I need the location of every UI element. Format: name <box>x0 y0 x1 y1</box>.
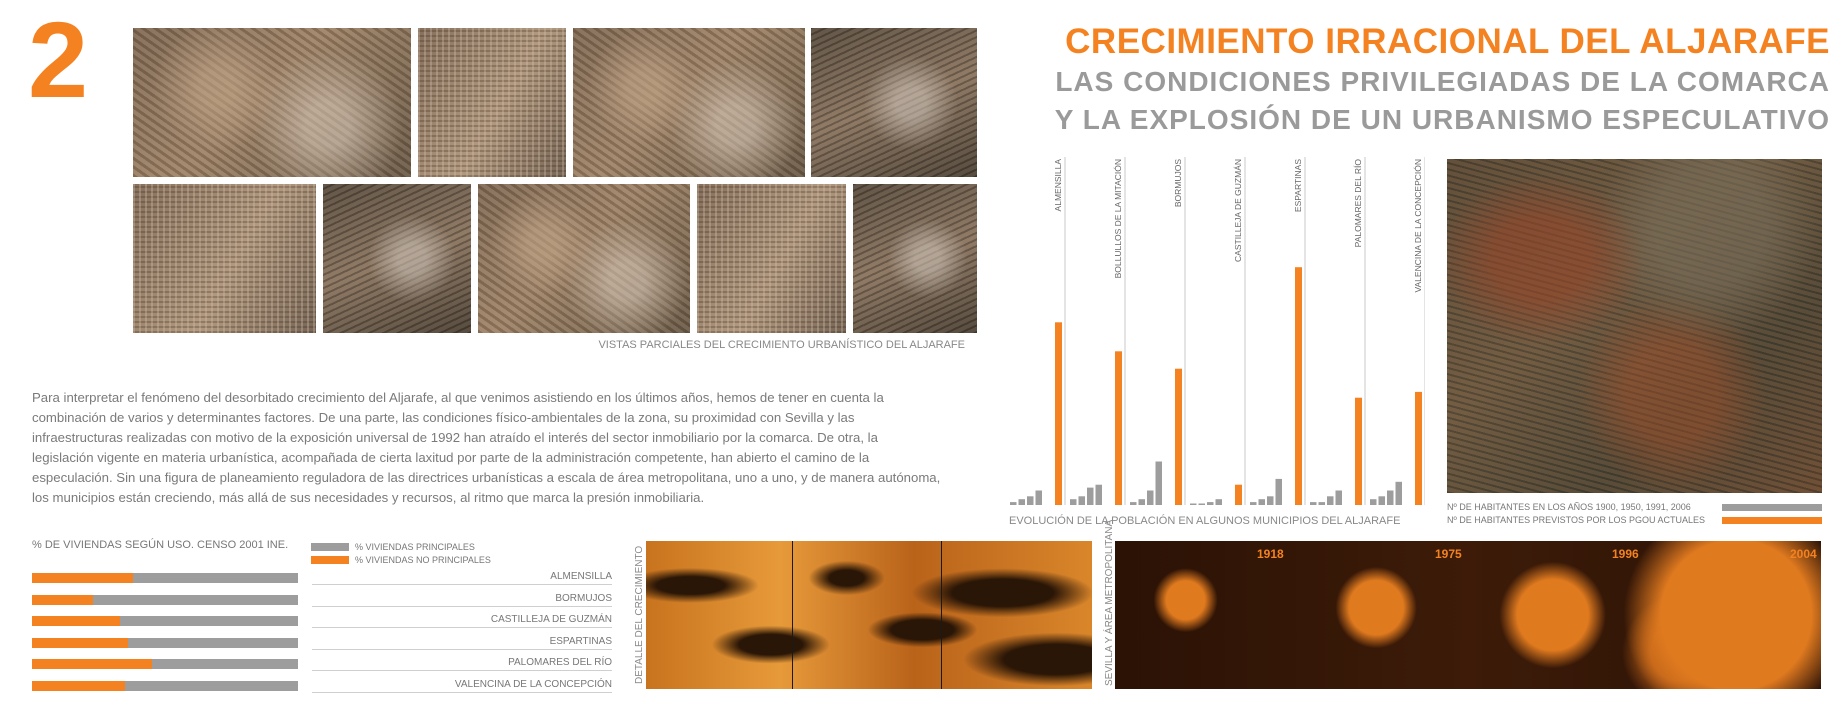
census-bar-no-principal <box>32 681 125 691</box>
bar-historic <box>1396 482 1403 505</box>
bar-forecast <box>1235 485 1242 505</box>
bar-historic <box>1199 504 1206 506</box>
aerial-photo <box>133 28 411 177</box>
bar-historic <box>1387 491 1394 506</box>
bar-historic <box>1070 499 1077 505</box>
map-divider <box>941 541 942 689</box>
aerial-photo <box>133 184 316 333</box>
bar-forecast <box>1355 398 1362 505</box>
map-divider <box>792 541 793 689</box>
legend-label-no-principal: % VIVIENDAS NO PRINCIPALES <box>355 555 491 565</box>
bar-historic <box>1379 496 1386 505</box>
census-municipality-label: ESPARTINAS <box>312 636 612 650</box>
bar-historic <box>1250 502 1257 505</box>
photos-caption: VISTAS PARCIALES DEL CRECIMIENTO URBANÍSTICO DEL ALJARAFE <box>598 339 965 351</box>
bar-historic <box>1310 502 1317 505</box>
census-title: % DE VIVIENDAS SEGÚN USO. CENSO 2001 INE. <box>32 539 289 551</box>
year-label: 1996 <box>1612 547 1639 561</box>
page-subtitle-line1: LAS CONDICIONES PRIVILEGIADAS DE LA COMARCA <box>1055 66 1830 97</box>
growth-detail-map <box>646 541 1092 689</box>
bar-historic <box>1207 502 1214 505</box>
bar-historic <box>1130 502 1137 505</box>
aerial-photo <box>853 184 977 333</box>
aerial-photo <box>573 28 805 177</box>
census-bar-no-principal <box>32 638 128 648</box>
year-label: 1918 <box>1257 547 1284 561</box>
bar-historic <box>1370 499 1377 505</box>
bar-historic <box>1079 496 1086 505</box>
census-municipality-label: BORMUJOS <box>312 593 612 607</box>
bar-forecast <box>1175 369 1182 505</box>
panel-number: 2 <box>28 0 89 120</box>
legend-swatch-no-principal <box>311 556 349 564</box>
bar-historic <box>1019 499 1026 505</box>
bar-historic <box>1036 491 1043 506</box>
municipality-label: VALENCINA DE LA CONCEPCIÓN <box>1413 159 1423 293</box>
bar-historic <box>1216 499 1223 505</box>
metro-growth-map <box>1115 541 1821 689</box>
bar-historic <box>1276 479 1283 505</box>
census-municipality-label: VALENCINA DE LA CONCEPCIÓN <box>312 679 612 693</box>
detail-label: DETALLE DEL CRECIMIENTO <box>634 545 645 684</box>
chart-legend-swatch-historic <box>1722 504 1822 511</box>
census-municipality-label: CASTILLEJA DE GUZMÁN <box>312 614 612 628</box>
bar-historic <box>1336 491 1343 506</box>
census-bar <box>32 595 298 605</box>
census-bar <box>32 573 298 583</box>
population-chart <box>1005 155 1425 510</box>
page-subtitle-line2: Y LA EXPLOSIÓN DE UN URBANISMO ESPECULATIVO <box>1054 104 1830 135</box>
census-bar-no-principal <box>32 616 120 626</box>
chart-caption: EVOLUCIÓN DE LA POBLACIÓN EN ALGUNOS MUNICIPIOS DEL ALJARAFE <box>1009 515 1401 527</box>
page-title: CRECIMIENTO IRRACIONAL DEL ALJARAFE <box>1065 22 1830 61</box>
aerial-photo <box>811 28 977 177</box>
bar-forecast <box>1415 392 1422 505</box>
bar-historic <box>1087 488 1094 505</box>
bar-historic <box>1319 502 1326 505</box>
chart-legend-swatch-forecast <box>1722 517 1822 524</box>
municipality-label: BORMUJOS <box>1173 159 1183 208</box>
bar-historic <box>1190 504 1197 506</box>
aerial-photo <box>323 184 471 333</box>
bar-forecast <box>1115 351 1122 505</box>
bar-historic <box>1267 496 1274 505</box>
census-bar <box>32 681 298 691</box>
bar-historic <box>1147 491 1154 506</box>
body-paragraph: Para interpretar el fenómeno del desorbitado crecimiento del Aljarafe, al que venimos asistiendo en los últimos años, hemos de tener en cuenta la combinación de varios y determinantes factores. De una parte, las condiciones físico-ambientales de la zona, su proximidad con Sevilla y las infraestructuras realizadas con motivo de la exposición universal de 1992 han atraído el interés del sector inmobiliario por la comarca. De otra, la legislación vigente en materia urbanística, acompañada de cierta laxitud por parte de la administración competente, han abierto el camino de la especulación. Sin una figura de planeamiento reguladora de las directrices urbanísticas a escala de área metropolitana, uno a uno, y de manera autónoma, los municipios están creciendo, más allá de sus necesidades y recursos, al ritmo que marca la presión inmobiliaria. <box>32 390 941 505</box>
aerial-photo <box>418 28 566 177</box>
metro-label: SEVILLA Y ÁREA METROPOLITANA <box>1104 519 1115 686</box>
census-bar-no-principal <box>32 573 133 583</box>
census-bar <box>32 616 298 626</box>
bar-forecast <box>1295 267 1302 505</box>
bar-historic <box>1010 502 1017 505</box>
aerial-photo <box>697 184 846 333</box>
census-bar <box>32 638 298 648</box>
census-bar <box>32 659 298 669</box>
municipality-label: PALOMARES DEL RÍO <box>1353 159 1363 248</box>
chart-legend-forecast: Nº DE HABITANTES PREVISTOS POR LOS PGOU ACTUALES <box>1447 515 1706 525</box>
bar-historic <box>1139 499 1146 505</box>
legend-label-principal: % VIVIENDAS PRINCIPALES <box>355 542 475 552</box>
census-municipality-label: PALOMARES DEL RÍO <box>312 657 612 671</box>
regional-aerial-photo <box>1447 159 1822 493</box>
municipality-label: ALMENSILLA <box>1053 159 1063 212</box>
census-bar-no-principal <box>32 659 152 669</box>
year-label: 2004 <box>1790 547 1817 561</box>
year-label: 1975 <box>1435 547 1462 561</box>
municipality-label: ESPARTINAS <box>1293 159 1303 213</box>
legend-swatch-principal <box>311 543 349 551</box>
municipality-label: BOLLULLOS DE LA MITACIÓN <box>1113 159 1123 279</box>
bar-historic <box>1096 485 1103 505</box>
bar-historic <box>1259 499 1266 505</box>
bar-historic <box>1156 462 1163 506</box>
census-bar-no-principal <box>32 595 93 605</box>
chart-legend-historic: Nº DE HABITANTES EN LOS AÑOS 1900, 1950, 1991, 2006 <box>1447 502 1691 512</box>
bar-forecast <box>1055 322 1062 505</box>
bar-historic <box>1027 496 1034 505</box>
census-municipality-label: ALMENSILLA <box>312 571 612 585</box>
bar-historic <box>1327 496 1334 505</box>
municipality-label: CASTILLEJA DE GUZMÁN <box>1233 159 1243 262</box>
aerial-photo <box>478 184 690 333</box>
